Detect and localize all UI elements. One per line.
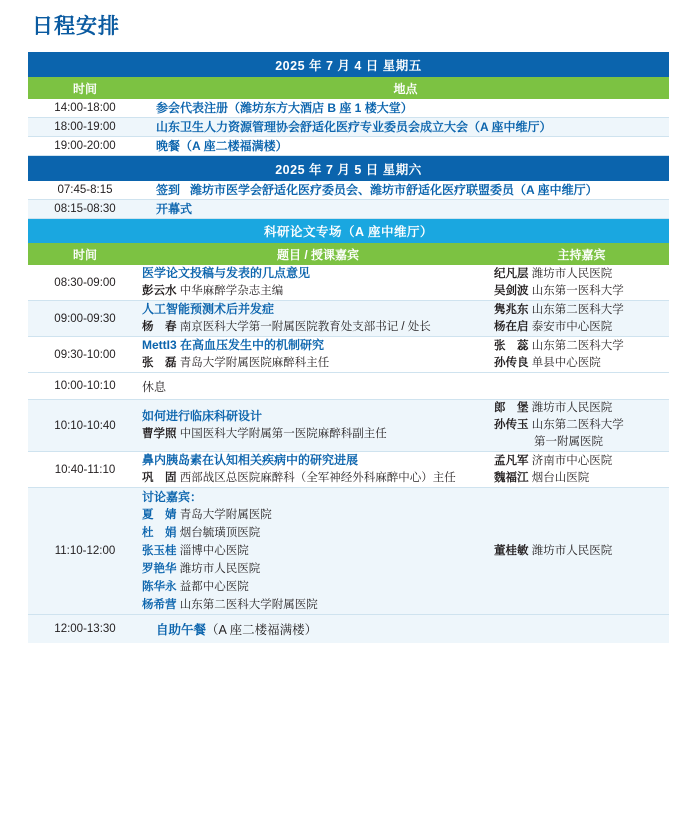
host-affiliation: 山东第二医科大学 [531,303,624,316]
list-item [142,542,494,560]
break-label: 休息 [142,373,669,400]
schedule-table [28,52,669,643]
host-name: 魏福江 [494,471,529,484]
list-item [142,506,494,524]
day2-band: 2025 年 7 月 5 日 星期六 [28,156,669,182]
host-name: 吴剑波 [494,284,529,297]
host-name: 隽兆东 [494,303,529,316]
row-content [142,99,669,118]
row-content [142,181,669,200]
col-header-host: 主持嘉宾 [494,243,669,265]
table-row [28,137,669,156]
host-affiliation: 潍坊市人民医院 [531,544,613,557]
row-rest-text: （潍坊东方大酒店 B 座 1 楼大堂） [228,101,413,115]
host-affiliation: 山东第二医科大学 [531,339,624,352]
list-item [142,560,494,578]
session-row [28,337,669,373]
speaker-name: 杨 春 [142,321,177,333]
host-name: 董桂敏 [494,544,529,557]
lunch-bold-text: 自助午餐 [156,623,207,637]
row-time: 10:00-10:10 [28,373,142,400]
row-host-cell [494,337,669,373]
host-name: 孙传良 [494,356,529,369]
row-time: 10:40-11:10 [28,452,142,488]
list-item [142,524,494,542]
speaker-affiliation: 西部战区总医院麻醉科（全军神经外科麻醉中心）主任 [179,472,456,484]
host-affiliation: 第一附属医院 [534,436,603,448]
row-time: 07:45-8:15 [28,181,142,200]
guest-name: 罗艳华 [142,563,177,575]
row-time: 14:00-18:00 [28,99,142,118]
guest-affiliation: 青岛大学附属医院 [179,509,272,521]
day1-header-row [28,77,669,99]
guest-name: 张玉桂 [142,545,177,557]
host-line [494,470,669,487]
speaker-name: 巩 固 [142,472,177,484]
discussion-title: 讨论嘉宾： [142,490,203,504]
row-time: 19:00-20:00 [28,137,142,156]
host-affiliation: 泰安市中心医院 [531,320,613,333]
host-affiliation: 烟台山医院 [531,471,590,484]
host-affiliation: 济南市中心医院 [531,454,613,467]
topic-title: 如何进行临床科研设计 [142,409,263,423]
row-time: 11:10-12:00 [28,488,142,615]
row-topic-cell [142,265,494,301]
guest-affiliation: 潍坊市人民医院 [179,563,261,575]
day1-band: 2025 年 7 月 4 日 星期五 [28,52,669,77]
host-name: 杨在启 [494,320,529,333]
host-line [494,338,669,355]
session-row [28,301,669,337]
row-content [142,137,669,156]
list-item [142,578,494,596]
row-time: 09:30-10:00 [28,337,142,373]
host-line [494,319,669,336]
discussion-guest-cell [142,488,494,615]
row-bold-text: 晚餐 [156,139,181,153]
discussion-row [28,488,669,615]
row-rest-text: （A 座二楼福满楼） [180,139,288,153]
host-name: 纪凡层 [494,267,529,280]
topic-title: 医学论文投稿与发表的几点意见 [142,266,311,280]
speaker-affiliation: 中华麻醉学杂志主编 [179,285,284,297]
guest-affiliation: 山东第二医科大学附属医院 [179,599,318,611]
col-header-time: 时间 [28,77,142,99]
host-line [494,434,669,451]
host-line [494,355,669,372]
row-topic-cell [142,452,494,488]
guest-name: 陈华永 [142,581,177,593]
col-header-time: 时间 [28,243,142,265]
row-topic-cell [142,337,494,373]
speaker-line [142,283,494,300]
speaker-affiliation: 南京医科大学第一附属医院教育处支部书记 / 处长 [179,321,431,333]
speaker-affiliation: 青岛大学附属医院麻醉科主任 [179,357,330,369]
day1-band-row [28,52,669,77]
host-affiliation: 潍坊市人民医院 [531,267,613,280]
day2-band-row [28,156,669,182]
guest-name: 杨希营 [142,599,177,611]
host-line [494,543,669,560]
row-bold-text: 签到 [156,183,181,197]
row-host-cell [494,301,669,337]
discussion-host-cell [494,488,669,615]
col-header-place: 地点 [142,77,669,99]
host-affiliation: 山东第二医科大学 [531,419,624,431]
guest-affiliation: 益都中心医院 [179,581,249,593]
row-host-cell [494,265,669,301]
host-affiliation: 山东第一医科大学 [531,284,624,297]
session-band: 科研论文专场（A 座中维厅） [28,219,669,244]
col-header-topic: 题目 / 授课嘉宾 [142,243,494,265]
row-time: 08:15-08:30 [28,200,142,219]
row-topic-cell [142,301,494,337]
speaker-line [142,470,494,487]
row-bold-text: 开幕式 [156,202,193,216]
table-row [28,118,669,137]
row-content [142,118,669,137]
speaker-line [142,426,494,443]
host-line [494,453,669,470]
host-affiliation: 潍坊市人民医院 [531,402,613,414]
break-row [28,373,669,400]
host-line [494,266,669,283]
row-bold-text: 参会代表注册 [156,101,229,115]
session-row [28,265,669,301]
guest-name: 杜 娟 [142,527,177,539]
lunch-rest-text: （A 座二楼福满楼） [206,623,318,637]
host-line [494,400,669,417]
row-content [142,200,669,219]
page-title: 日程安排 [32,15,120,38]
topic-title: 鼻内胰岛素在认知相关疾病中的研究进展 [142,453,359,467]
row-time: 09:00-09:30 [28,301,142,337]
host-affiliation: 单县中心医院 [531,356,601,369]
host-line [494,302,669,319]
host-line [494,283,669,300]
speaker-affiliation: 中国医科大学附属第一医院麻醉科副主任 [179,428,387,440]
session-row [28,452,669,488]
session-band-row [28,219,669,244]
row-time: 08:30-09:00 [28,265,142,301]
row-time: 12:00-13:30 [28,615,142,644]
row-time: 18:00-19:00 [28,118,142,137]
speaker-line [142,355,494,372]
host-name: 孙传玉 [494,419,529,431]
speaker-name: 彭云水 [142,285,177,297]
table-row [28,181,669,200]
guest-affiliation: 淄博中心医院 [179,545,249,557]
host-name: 孟凡军 [494,454,529,467]
host-name: 郎 堡 [494,402,529,414]
row-topic-cell [142,400,494,452]
lunch-row [28,615,669,644]
session-row [28,400,669,452]
lunch-content [142,615,669,644]
topic-title: 人工智能预测术后并发症 [142,302,275,316]
row-bold-text: 山东卫生人力资源管理协会舒适化医疗专业委员会成立大会（A 座中维厅） [156,120,552,134]
speaker-name: 曹学照 [142,428,177,440]
host-line [494,417,669,434]
table-row [28,99,669,118]
row-host-cell [494,452,669,488]
guest-name: 夏 婧 [142,509,177,521]
speaker-name: 张 磊 [142,357,177,369]
guest-affiliation: 烟台毓璜顶医院 [179,527,261,539]
speaker-line [142,319,494,336]
list-item [142,596,494,614]
topic-title: MettI3 在高血压发生中的机制研究 [142,338,325,352]
row-host-cell [494,400,669,452]
row-time: 10:10-10:40 [28,400,142,452]
row-rest-text: 潍坊市医学会舒适化医疗委员会、潍坊市舒适化医疗联盟委员（A 座中维厅） [190,183,598,197]
host-name: 张 蕊 [494,339,529,352]
table-row [28,200,669,219]
session-header-row [28,243,669,265]
